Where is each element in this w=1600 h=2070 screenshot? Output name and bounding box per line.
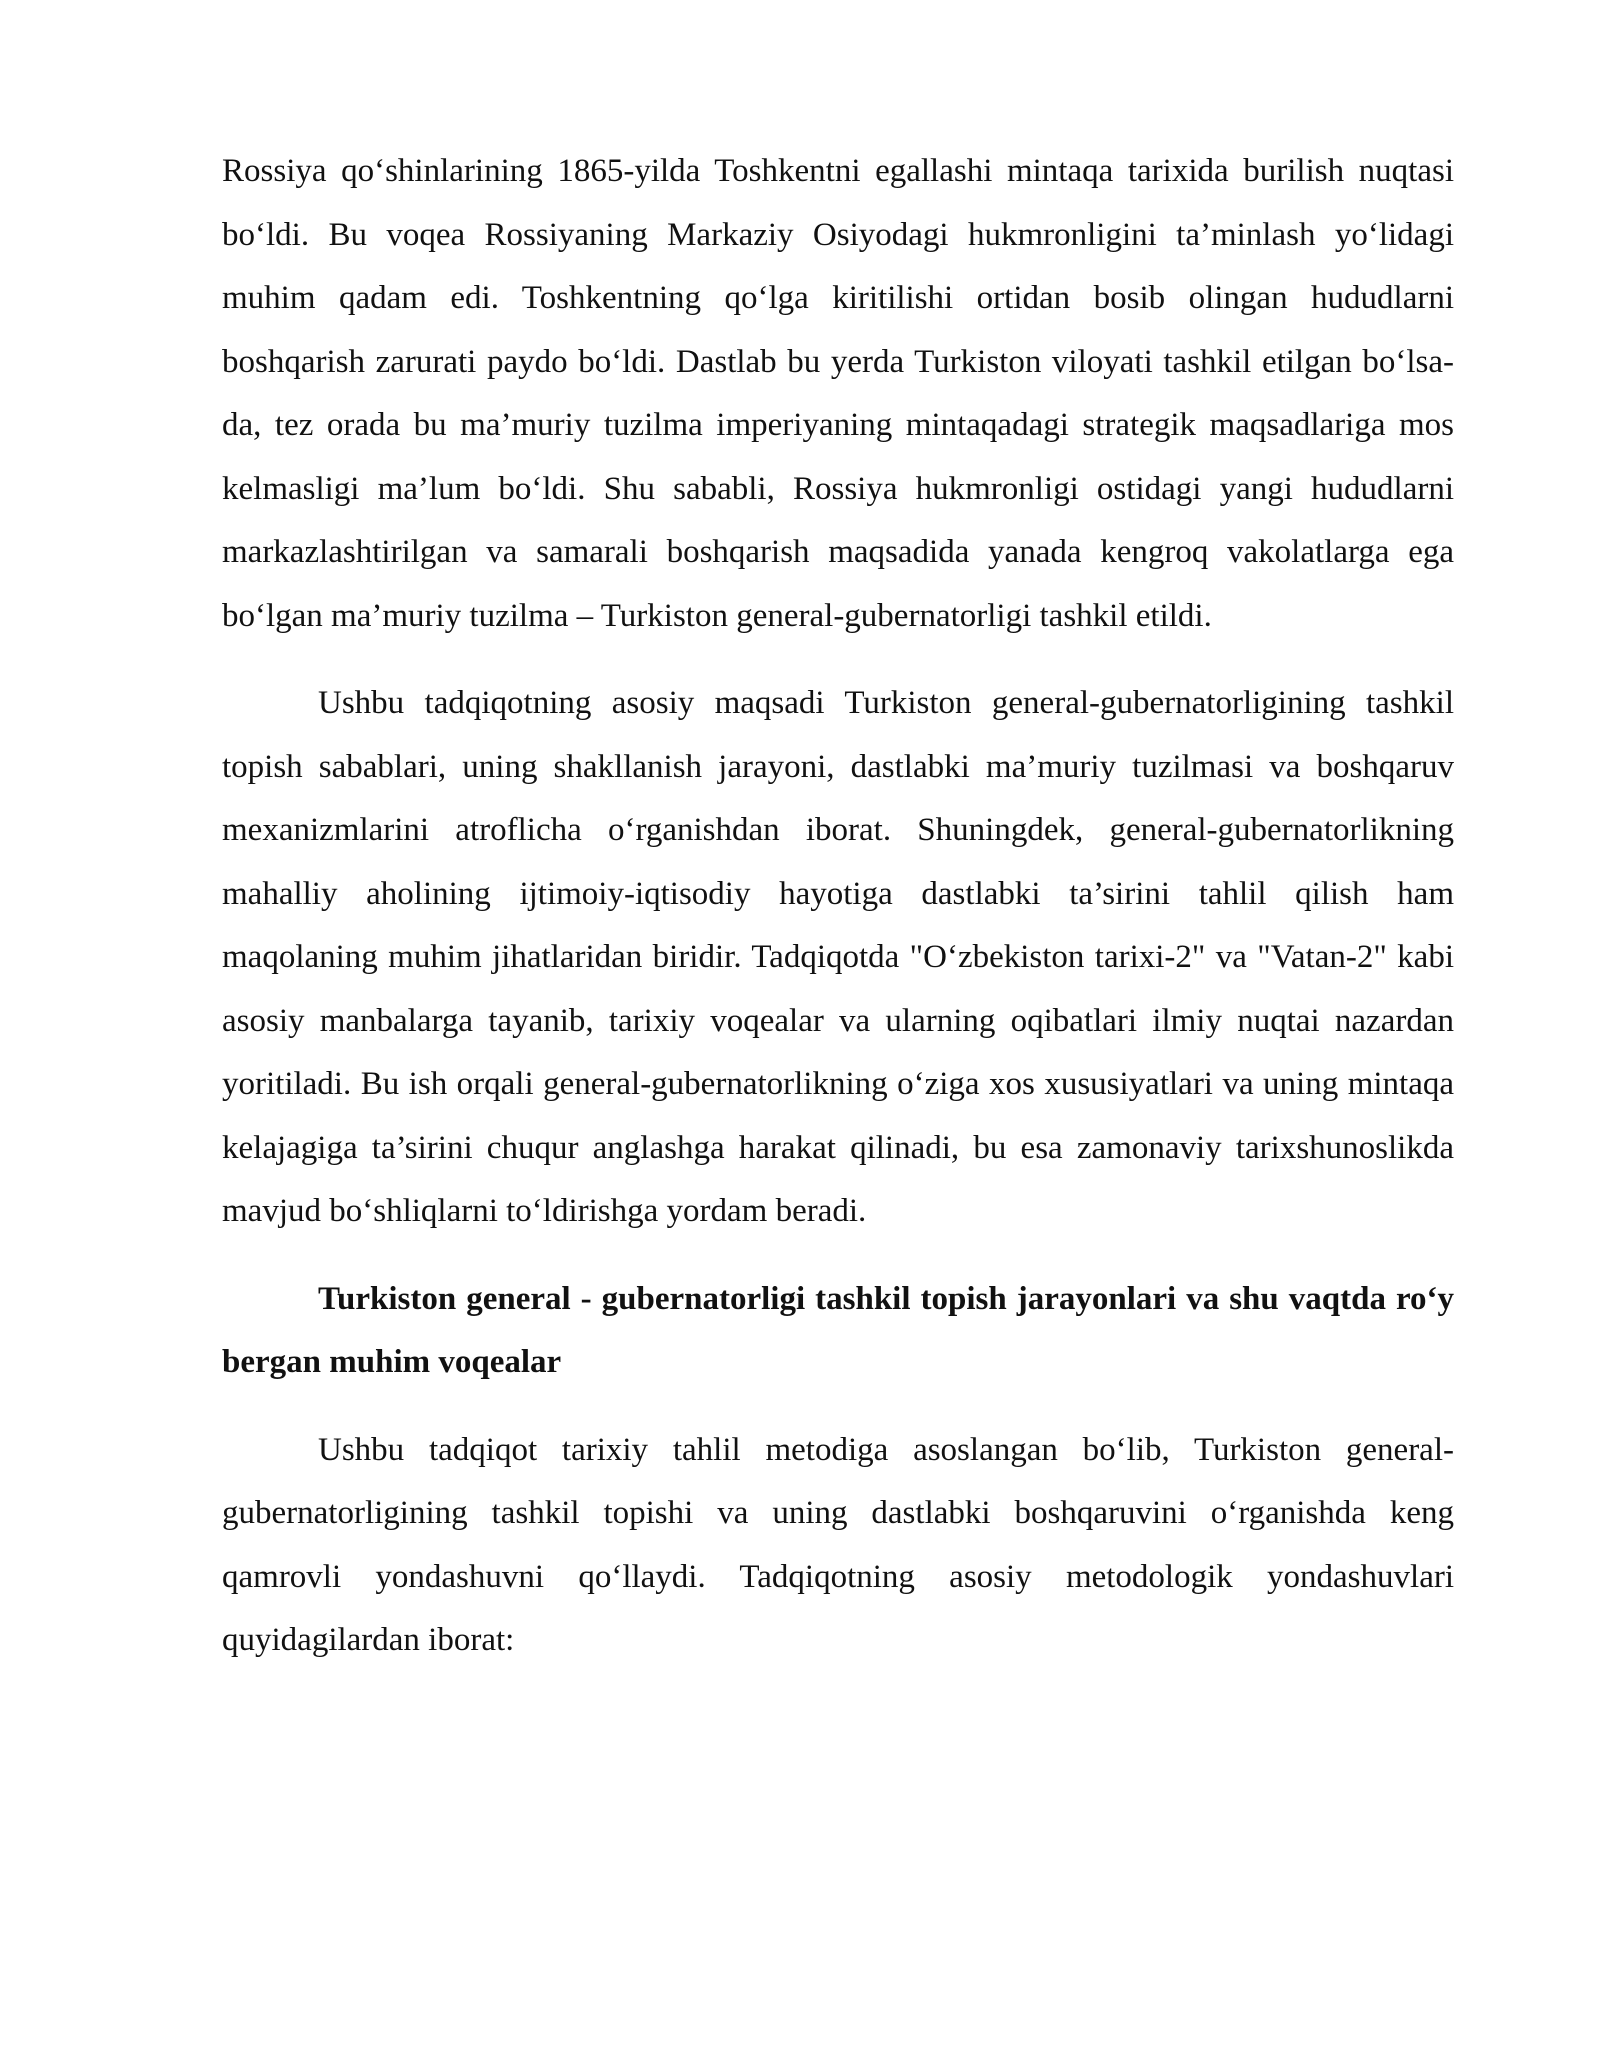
methodology-paragraph: Ushbu tadqiqot tarixiy tahlil metodiga asoslangan bo‘lib, Turkiston general-gubernatorligining tashkil topishi va uning dastlabki boshqaruvini o‘rganishda keng qamrovli yondashuvni qo‘llaydi. Tadqiqotning asosiy metodologik yondashuvlari quyidagilardan iborat:: [222, 1431, 1454, 1658]
purpose-paragraph: Ushbu tadqiqotning asosiy maqsadi Turkiston general-gubernatorligining tashkil topish sabablari, uning shakllanish jarayoni, dastlabki ma’muriy tuzilmasi va boshqaruv mexanizmlarini atroflicha o‘rganishdan iborat. Shuningdek, general-gubernatorlikning mahalliy aholining ijtimoiy-iqtisodiy hayotiga dastlabki ta’sirini tahlil qilish ham maqolaning muhim jihatlaridan biridir. Tadqiqotda "O‘zbekiston tarixi-2" va "Vatan-2" kabi asosiy manbalarga tayanib, tarixiy voqealar va ularning oqibatlari ilmiy nuqtai nazardan yoritiladi. Bu ish orqali general-gubernatorlikning o‘ziga xos xususiyatlari va uning mintaqa kelajagiga ta’sirini chuqur anglashga harakat qilinadi, bu esa zamonaviy tarixshunoslikda mavjud bo‘shliqlarni to‘ldirishga yordam beradi.: [222, 685, 1454, 1229]
intro-paragraph: Rossiya qo‘shinlarining 1865-yilda Toshkentni egallashi mintaqa tarixida burilish nuqtasi bo‘ldi. Bu voqea Rossiyaning Markaziy Osiyodagi hukmronligini ta’minlash yo‘lidagi muhim qadam edi. Toshkentning qo‘lga kiritilishi ortidan bosib olingan hududlarni boshqarish zarurati paydo bo‘ldi. Dastlab bu yerda Turkiston viloyati tashkil etilgan bo‘lsa-da, tez orada bu ma’muriy tuzilma imperiyaning mintaqadagi strategik maqsadlariga mos kelmasligi ma’lum bo‘ldi. Shu sababli, Rossiya hukmronligi ostidagi yangi hududlarni markazlashtirilgan va samarali boshqarish maqsadida yanada kengroq vakolatlarga ega bo‘lgan ma’muriy tuzilma – Turkiston general-gubernatorligi tashkil etildi.: [222, 153, 1454, 634]
document-page: [222, 140, 1454, 1673]
section-heading: Turkiston general - gubernatorligi tashkil topish jarayonlari va shu vaqtda ro‘y bergan muhim voqealar: [222, 1280, 1454, 1380]
